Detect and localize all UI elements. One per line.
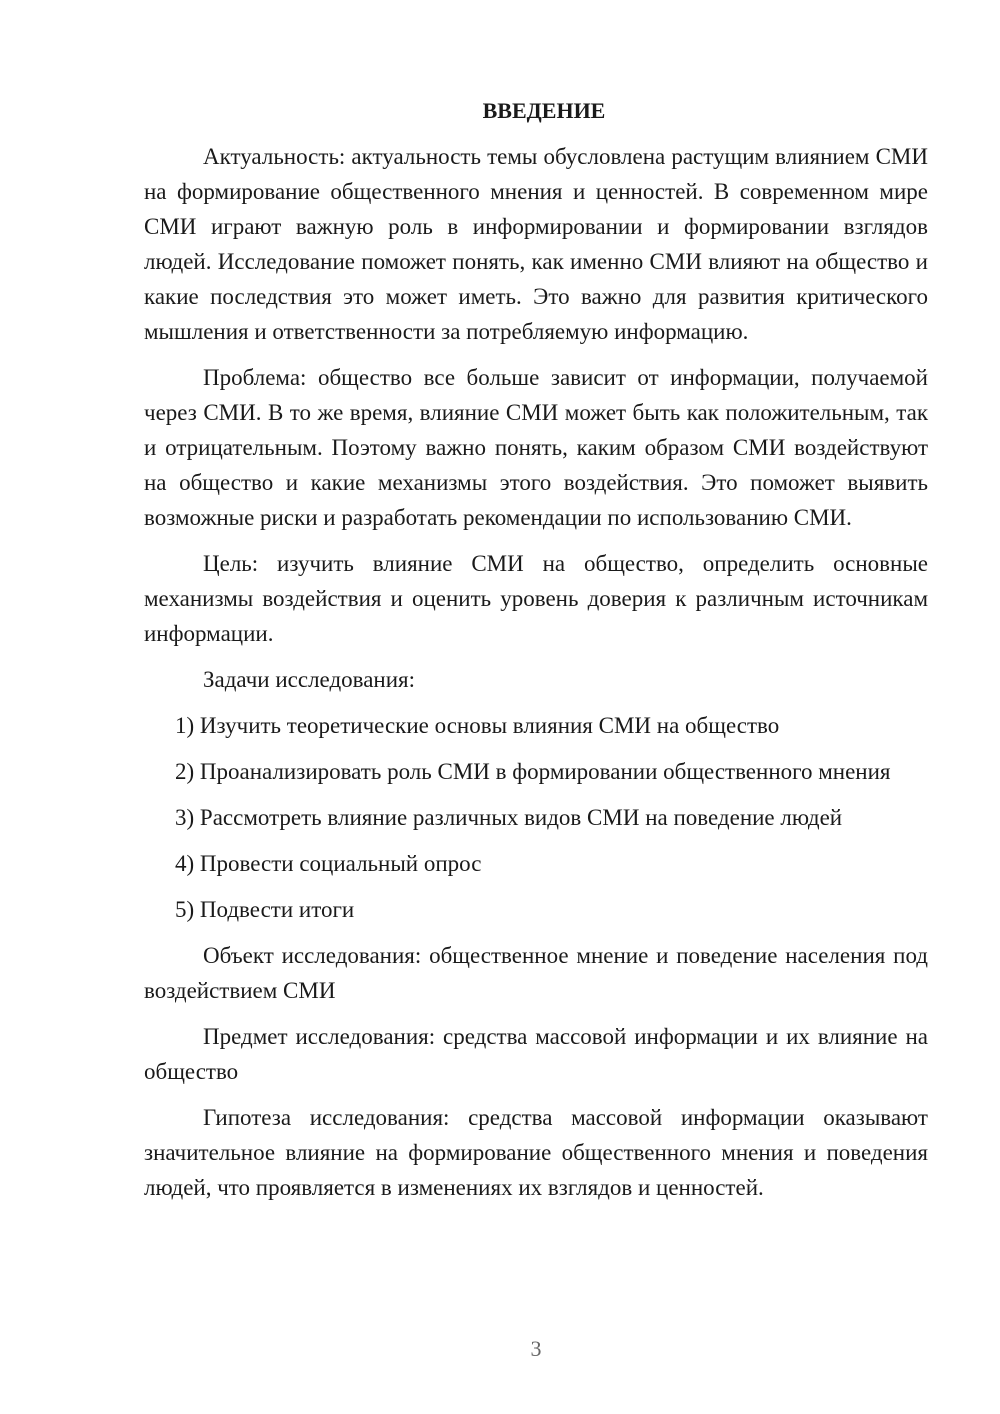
task-item-3: 3) Рассмотреть влияние различных видов СМИ на поведение людей <box>175 805 843 830</box>
task-item-4: 4) Провести социальный опрос <box>175 851 482 876</box>
subject-paragraph: Предмет исследования: средства массовой информации и их влияние на общество <box>144 1024 928 1084</box>
hypothesis-paragraph: Гипотеза исследования: средства массовой информации оказывают значительное влияние на формирование общественного мнения и поведения людей, что проявляется в изменениях их взглядов и ценностей. <box>144 1105 928 1200</box>
relevance-paragraph: Актуальность: актуальность темы обусловлена растущим влиянием СМИ на формирование общественного мнения и ценностей. В современном мире СМИ играют важную роль в информировании и формировании взглядов людей. Исследование поможет понять, как именно СМИ влияют на общество и какие последствия это может иметь. Это важно для развития критического мышления и ответственности за потребляемую информацию. <box>144 144 928 344</box>
section-title: ВВЕДЕНИЕ <box>482 98 606 123</box>
problem-paragraph: Проблема: общество все больше зависит от информации, получаемой через СМИ. В то же время, влияние СМИ может быть как положительным, так и отрицательным. Поэтому важно понять, каким образом СМИ воздействуют на общество и какие механизмы этого воздействия. Это поможет выявить возможные риски и разработать рекомендации по использованию СМИ. <box>144 365 928 530</box>
page-content <box>144 96 928 1216</box>
task-item-2: 2) Проанализировать роль СМИ в формировании общественного мнения <box>175 759 891 784</box>
tasks-heading: Задачи исследования: <box>203 667 416 692</box>
task-item-1: 1) Изучить теоретические основы влияния СМИ на общество <box>175 713 780 738</box>
goal-paragraph: Цель: изучить влияние СМИ на общество, определить основные механизмы воздействия и оценить уровень доверия к различным источникам информации. <box>144 551 928 646</box>
task-item-5: 5) Подвести итоги <box>175 897 355 922</box>
page-number: 3 <box>530 1336 542 1361</box>
object-paragraph: Объект исследования: общественное мнение и поведение населения под воздействием СМИ <box>144 943 928 1003</box>
